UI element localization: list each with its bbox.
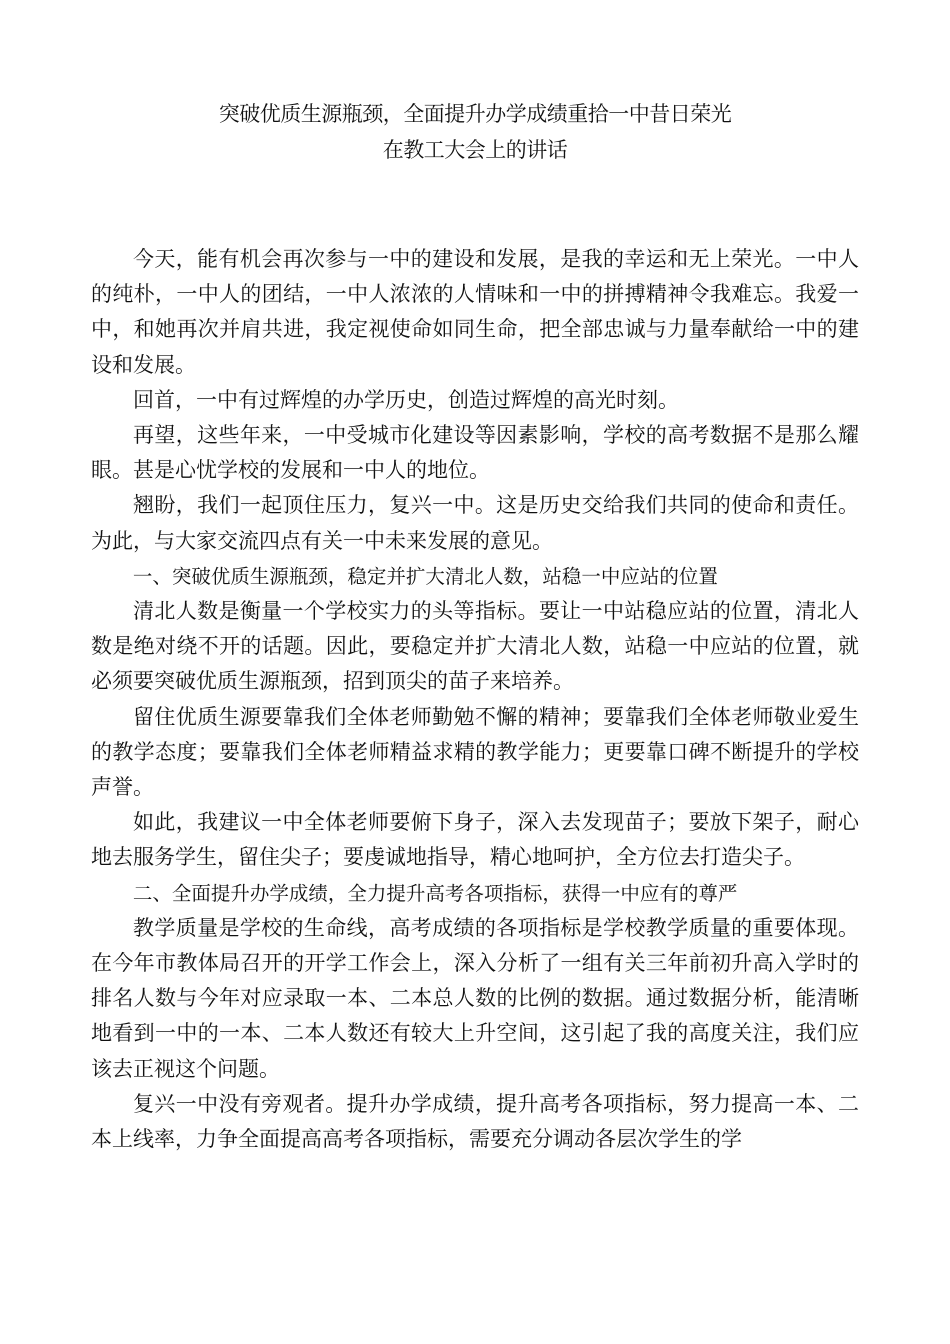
section-heading-2: 二、全面提升办学成绩，全力提升高考各项指标，获得一中应有的尊严 bbox=[132, 881, 738, 905]
document-subtitle: 在教工大会上的讲话 bbox=[382, 138, 568, 162]
paragraph-section2-a: 教学质量是学校的生命线，高考成绩的各项指标是学校教学质量的重要体现。在今年市教体局召开的开学工作会上，深入分析了一组有关三年前初升高入学时的排名人数与今年对应录取一本、二本总人数的比例的数据。通过数据分析，能清晰地看到一中的一本、二本人数还有较大上升空间，这引起了我的高度关注，我们应该去正视这个问题。 bbox=[91, 915, 859, 1081]
paragraph-outlook: 再望，这些年来，一中受城市化建设等因素影响，学校的高考数据不是那么耀眼。甚是心忧学校的发展和一中人的地位。 bbox=[91, 423, 859, 483]
paragraph-section1-b: 留住优质生源要靠我们全体老师勤勉不懈的精神；要靠我们全体老师敬业爱生的教学态度；要靠我们全体老师精益求精的教学能力；更要靠口碑不断提升的学校声誉。 bbox=[91, 704, 859, 800]
document-body bbox=[91, 242, 859, 1157]
paragraph-intro: 今天，能有机会再次参与一中的建设和发展，是我的幸运和无上荣光。一中人的纯朴，一中人的团结，一中人浓浓的人情味和一中的拼搏精神令我难忘。我爱一中，和她再次并肩共进，我定视使命如同生命，把全部忠诚与力量奉献给一中的建设和发展。 bbox=[91, 247, 859, 377]
document-title: 突破优质生源瓶颈，全面提升办学成绩重拾一中昔日荣光 bbox=[218, 102, 732, 126]
section-heading-1: 一、突破优质生源瓶颈，稳定并扩大清北人数，站稳一中应站的位置 bbox=[132, 564, 718, 588]
paragraph-hope: 翘盼，我们一起顶住压力，复兴一中。这是历史交给我们共同的使命和责任。为此，与大家交流四点有关一中未来发展的意见。 bbox=[91, 493, 859, 553]
title-block bbox=[90, 96, 860, 168]
paragraph-section1-a: 清北人数是衡量一个学校实力的头等指标。要让一中站稳应站的位置，清北人数是绝对绕不开的话题。因此，要稳定并扩大清北人数，站稳一中应站的位置，就必须要突破优质生源瓶颈，招到顶尖的苗子来培养。 bbox=[91, 599, 859, 694]
paragraph-section1-c: 如此，我建议一中全体老师要俯下身子，深入去发现苗子；要放下架子，耐心地去服务学生，留住尖子；要虔诚地指导，精心地呵护，全方位去打造尖子。 bbox=[91, 810, 859, 870]
paragraph-review: 回首，一中有过辉煌的办学历史，创造过辉煌的高光时刻。 bbox=[133, 387, 679, 412]
paragraph-section2-b: 复兴一中没有旁观者。提升办学成绩，提升高考各项指标，努力提高一本、二本上线率，力争全面提高高考各项指标，需要充分调动各层次学生的学 bbox=[91, 1091, 859, 1152]
